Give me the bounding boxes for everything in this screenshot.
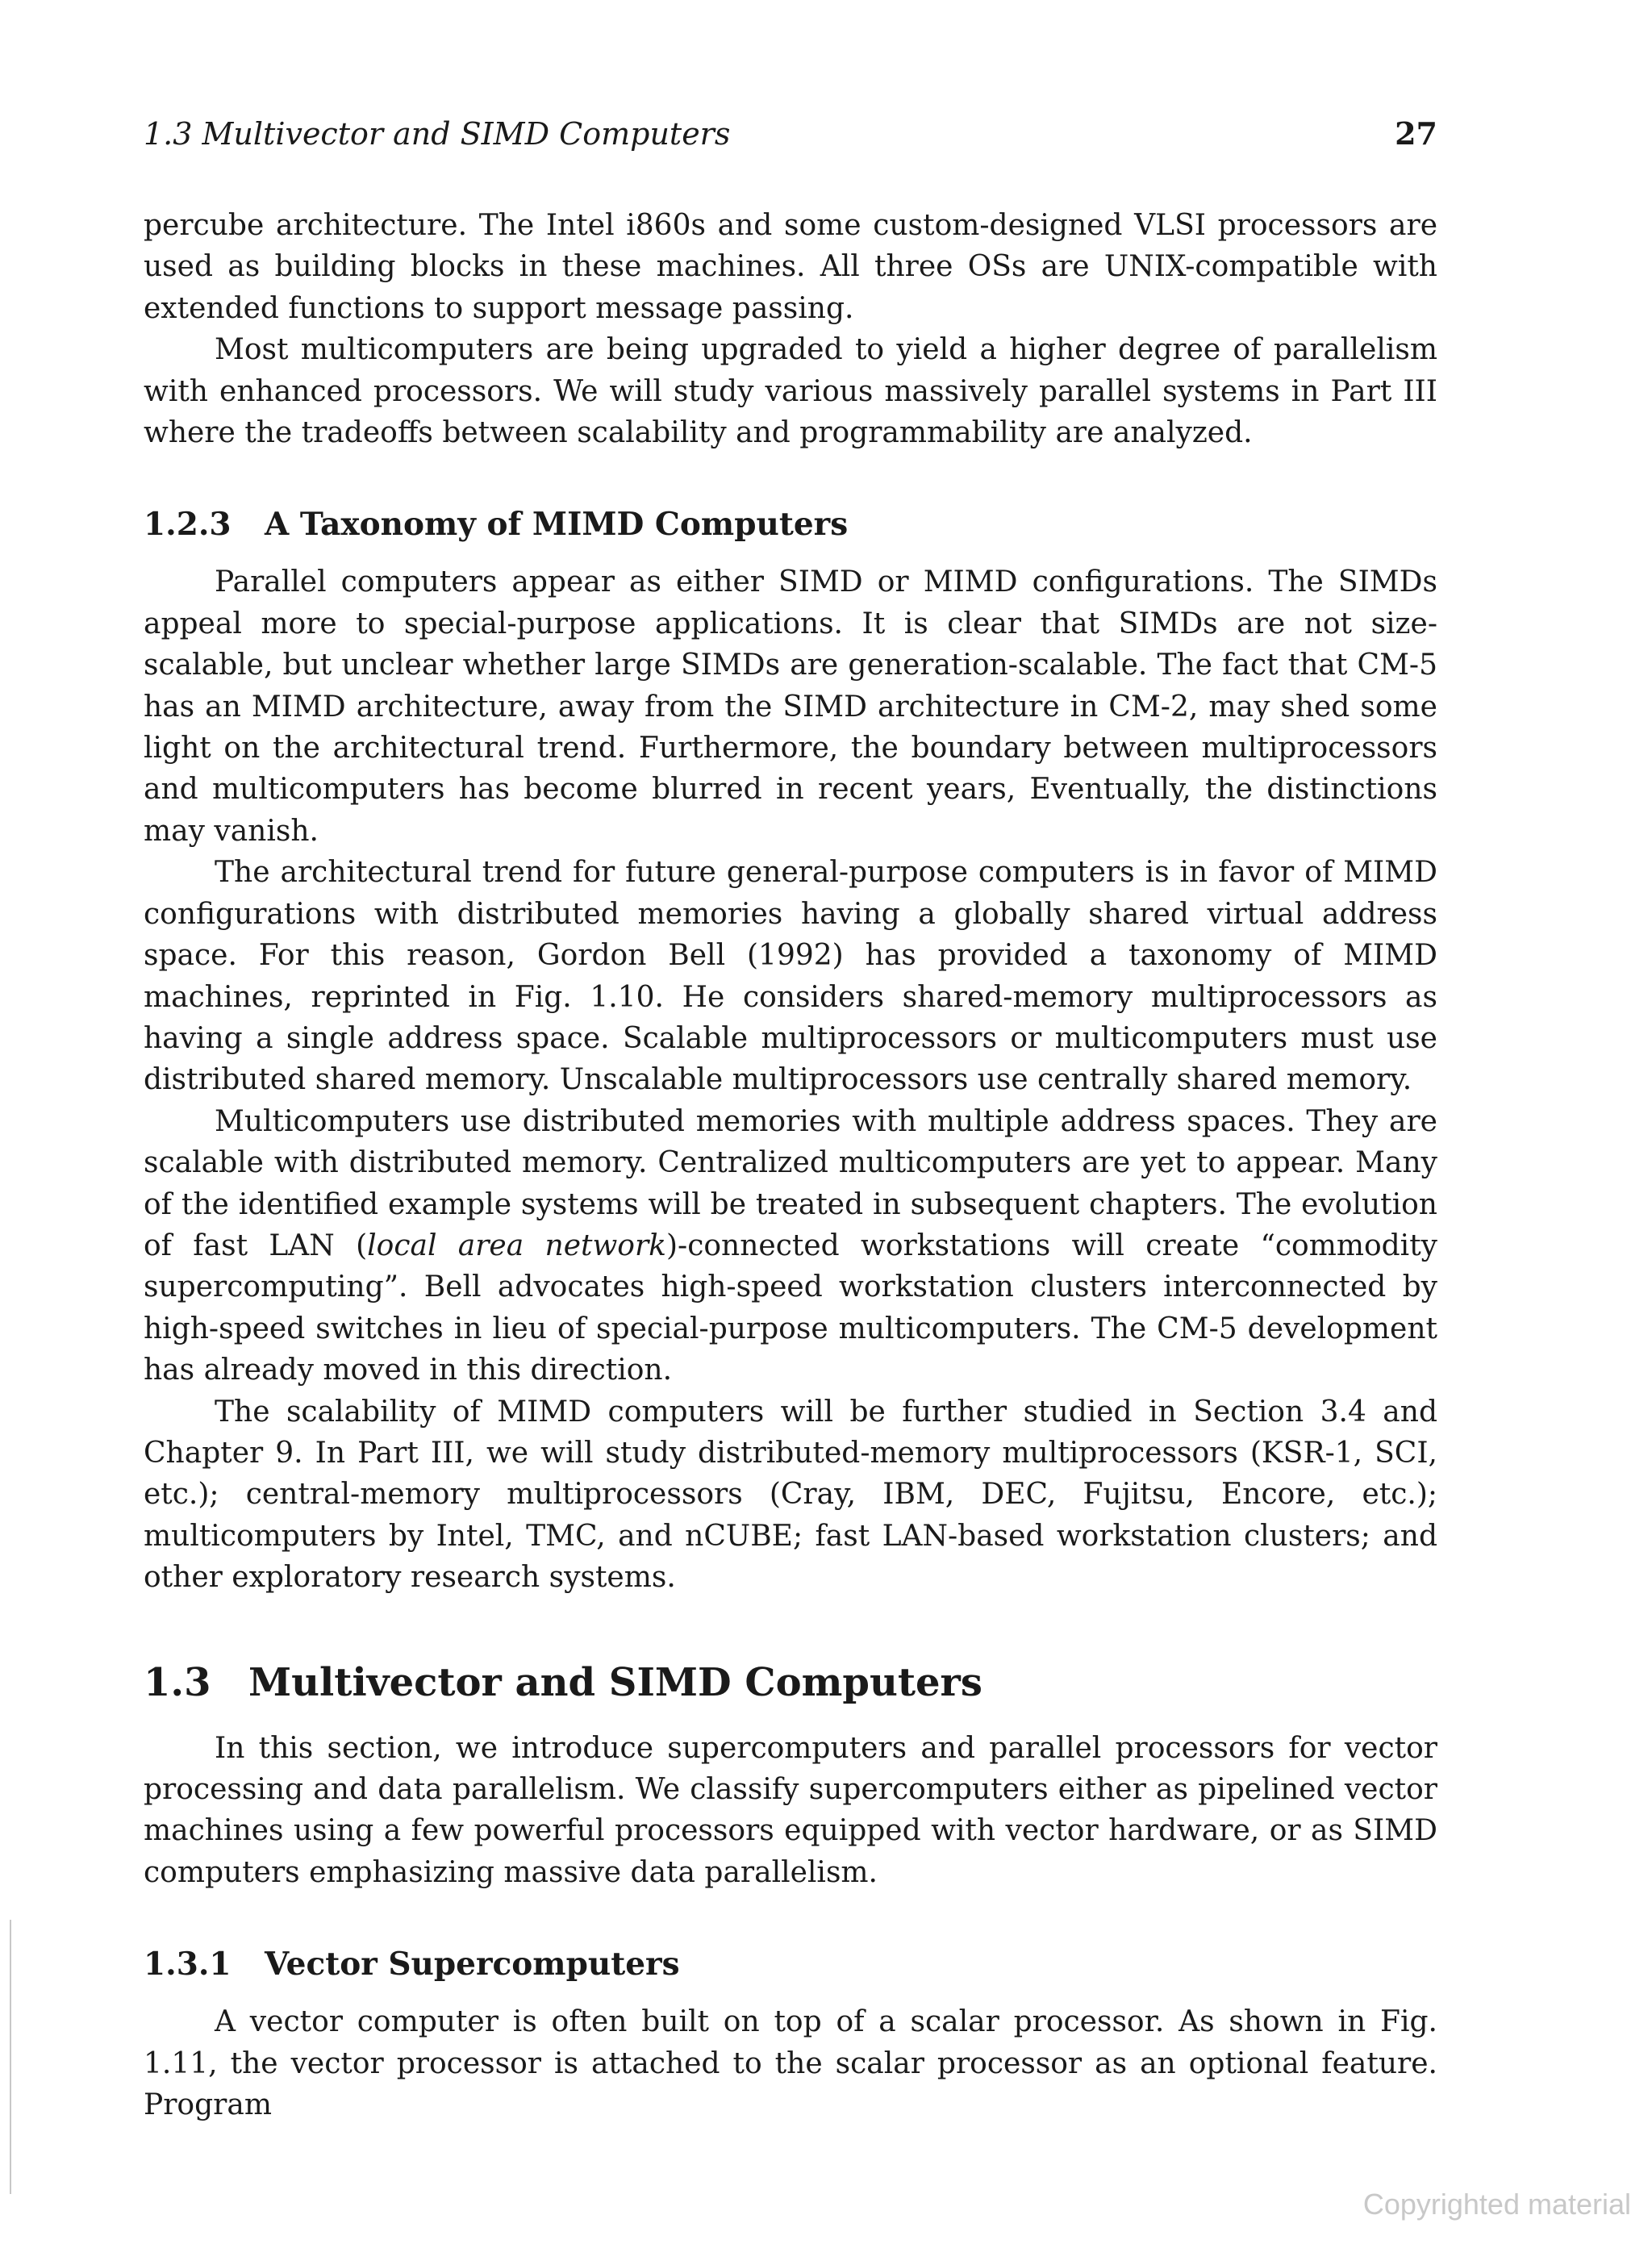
section-title: Multivector and SIMD Computers (248, 1659, 982, 1705)
paragraph-taxonomy-1: Parallel computers appear as either SIMD or MIMD configurations. The SIMDs appeal more to special-purpose applications. It is clear that SIMDs are not size-scalable, but unclear whether large SIMDs are generation-scalable. The fact that CM-5 has an MIMD architecture, away from the SIMD architecture in CM-2, may shed some light on the architectural trend. Furthermore, the boundary between multiprocessors and multicomputers has become blurred in recent years, Eventually, the distinctions may vanish. (144, 565, 1437, 848)
paragraph-text: )-connected workstations will create “commodity supercomputing”. Bell advocates high-speed workstation clusters interconnected by high-speed switches in lieu of special-purpose multicomputers. The CM-5 development has already moved in this direction. (144, 1228, 1437, 1387)
italic-term: local area network (367, 1228, 666, 1262)
paragraph-multivector-intro: In this section, we introduce supercomputers and parallel processors for vector processing and data parallelism. We classify supercomputers either as pipelined vector machines using a few powerful processors equipped with vector hardware, or as SIMD computers emphasizing massive data parallelism. (144, 1731, 1437, 1889)
section-heading-1-3 (144, 1657, 1437, 1708)
paragraph-taxonomy-4: The scalability of MIMD computers will be further studied in Section 3.4 and Chapter 9. In Part III, we will study distributed-memory multiprocessors (KSR-1, SCI, etc.); central-memory multiprocessors (Cray, IBM, DEC, Fujitsu, Encore, etc.); multicomputers by Intel, TMC, and nCUBE; fast LAN-based workstation clusters; and other exploratory research systems. (144, 1395, 1437, 1595)
book-page (144, 111, 1437, 2125)
section-number: 1.3.1 (144, 1946, 232, 1983)
section-number: 1.2.3 (144, 506, 232, 544)
paragraph-multicomputers-upgrade: Most multicomputers are being upgraded to yield a higher degree of parallelism with enhanced processors. We will study various massively parallel systems in Part III where the tradeoffs between scalability and programmability are analyzed. (144, 333, 1437, 450)
paragraph-text: Multicomputers use distributed memories with multiple address spaces. They are scalable with distributed memory. Centralized multicomputers are yet to appear. Many of the identified example systems will be treated in subsequent chapters. The evolution of fast LAN ( (144, 1104, 1437, 1262)
scan-edge-line (10, 1920, 11, 2194)
section-number: 1.3 (144, 1659, 211, 1705)
copyright-watermark: Copyrighted material (1362, 2188, 1631, 2221)
paragraph-continued: percube architecture. The Intel i860s and some custom-designed VLSI processors are used as building blocks in these machines. All three OSs are UNIX-compatible with extended functions to support message passing. (144, 209, 1437, 325)
page-number: 27 (1395, 115, 1437, 152)
paragraph-taxonomy-2: The architectural trend for future general-purpose computers is in favor of MIMD configurations with distributed memories having a globally shared virtual address space. For this reason, Gordon Bell (1992) has provided a taxonomy of MIMD machines, reprinted in Fig. 1.10. He considers shared-memory multiprocessors as having a single address space. Scalable multiprocessors or multicomputers must use distributed shared memory. Unscalable multiprocessors use centrally shared memory. (144, 856, 1437, 1097)
paragraph-vector-supercomputers: A vector computer is often built on top of a scalar processor. As shown in Fig. 1.11, the vector processor is attached to the scalar processor as an optional feature. Program (144, 2005, 1437, 2122)
section-heading-1-2-3 (144, 502, 1437, 547)
section-heading-1-3-1 (144, 1942, 1437, 1987)
running-head (144, 111, 1437, 156)
section-title: Vector Supercomputers (265, 1946, 680, 1983)
paragraph-taxonomy-3 (144, 1101, 1437, 1391)
running-head-title: 1.3 Multivector and SIMD Computers (144, 116, 731, 152)
section-title: A Taxonomy of MIMD Computers (265, 506, 849, 544)
